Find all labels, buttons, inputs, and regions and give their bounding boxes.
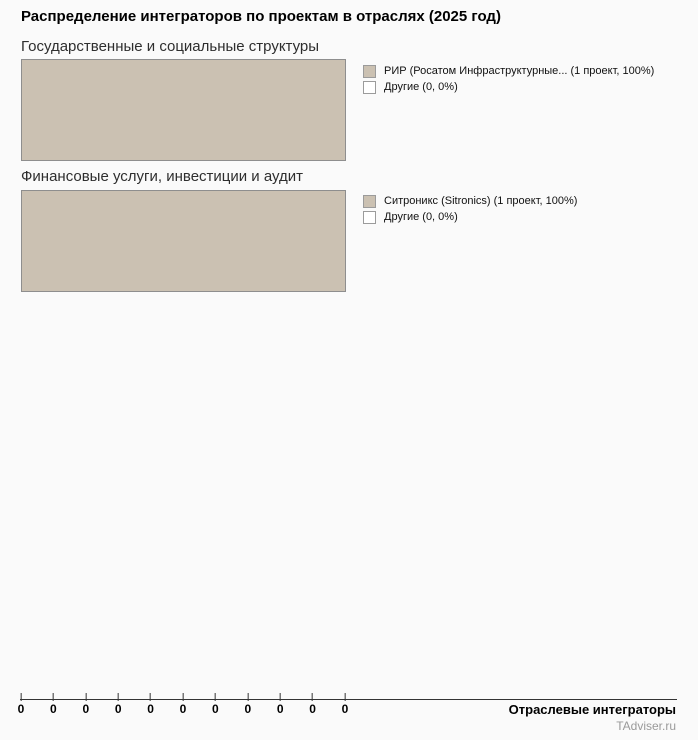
tick-label: 0: [244, 702, 252, 716]
legend-swatch-icon: [363, 211, 376, 224]
tick-mark: [312, 693, 313, 701]
axis-ticks: [17, 693, 349, 719]
tick-label: 0: [212, 702, 219, 716]
tick-label: 0: [276, 702, 284, 716]
legend-swatch-icon: [363, 195, 376, 208]
axis-tick: [342, 693, 349, 716]
legend-label: Другие (0, 0%): [384, 81, 458, 93]
axis-tick: [277, 693, 284, 716]
legend-swatch-icon: [363, 81, 376, 94]
legend-label: РИР (Росатом Инфраструктурные... (1 проект, 100%): [384, 65, 655, 77]
axis-tick: [18, 693, 25, 716]
tick-mark: [345, 693, 346, 701]
section-1-bar: [21, 59, 346, 161]
legend-label: Ситроникс (Sitronics) (1 проект, 100%): [384, 195, 578, 207]
tick-mark: [118, 693, 119, 701]
axis-tick: [147, 693, 154, 716]
section-2-legend: [363, 195, 577, 227]
axis-tick: [212, 693, 219, 716]
axis-tick: [115, 693, 122, 716]
section-2-bar: [21, 190, 346, 292]
tick-label: 0: [147, 702, 154, 716]
section-1-legend: [363, 65, 654, 97]
axis-tick: [244, 693, 251, 716]
tick-mark: [53, 693, 54, 701]
legend-item: [363, 65, 654, 78]
tadviser-watermark: TAdviser.ru: [616, 719, 676, 733]
axis-tick: [309, 693, 316, 716]
legend-label: Другие (0, 0%): [384, 211, 458, 223]
tick-mark: [183, 693, 184, 701]
tick-mark: [215, 693, 216, 701]
legend-item: [363, 81, 654, 94]
tick-label: 0: [50, 702, 57, 716]
legend-swatch-icon: [363, 65, 376, 78]
tick-label: 0: [309, 702, 316, 716]
tick-label: 0: [341, 702, 349, 716]
tick-mark: [21, 693, 22, 701]
legend-item: [363, 211, 577, 224]
axis-tick: [82, 693, 89, 716]
tick-label: 0: [179, 702, 187, 716]
section-2-heading: Финансовые услуги, инвестиции и аудит: [21, 168, 304, 185]
section-1-heading: Государственные и социальные структуры: [21, 38, 320, 55]
tick-mark: [247, 693, 248, 701]
legend-item: [363, 195, 577, 208]
page-title: Распределение интеграторов по проектам в отраслях (2025 год): [21, 8, 501, 25]
axis-tick: [50, 693, 57, 716]
x-axis-label: Отраслевые интеграторы: [508, 702, 676, 717]
axis-tick: [180, 693, 187, 716]
tick-label: 0: [17, 702, 25, 716]
tick-label: 0: [114, 702, 122, 716]
tick-mark: [280, 693, 281, 701]
tick-mark: [150, 693, 151, 701]
tick-mark: [85, 693, 86, 701]
tick-label: 0: [82, 702, 90, 716]
